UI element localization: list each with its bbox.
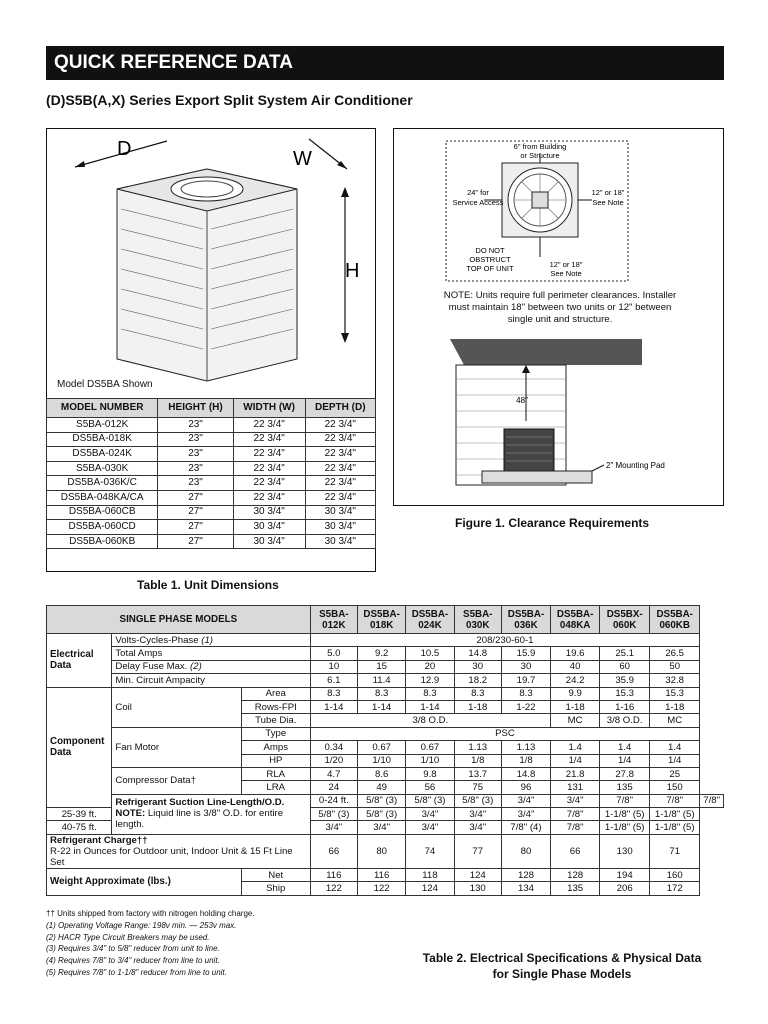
table-row — [47, 687, 724, 700]
cell: 30 3/4" — [233, 505, 305, 520]
cell: 50 — [650, 660, 700, 673]
model-col: S5BA-030K — [454, 606, 501, 634]
cell: DS5BA-060CB — [47, 505, 158, 520]
row-label: Total Amps — [112, 647, 310, 660]
row-label: Amps — [241, 741, 310, 754]
cell: 14.8 — [454, 647, 501, 660]
cell: DS5BA-024K — [47, 447, 158, 462]
cell: 3/4" — [501, 808, 550, 821]
cell: 124 — [454, 868, 501, 881]
cell: DS5BA-060KB — [47, 534, 158, 549]
center-label: DO NOT — [475, 246, 505, 255]
table-row — [47, 520, 376, 535]
cell: 7/8" — [650, 794, 700, 807]
cell: 0.67 — [406, 741, 454, 754]
cell: 9.8 — [406, 767, 454, 780]
cell: 1.4 — [650, 741, 700, 754]
fan-motor-label: Fan Motor — [112, 727, 241, 767]
cell: 3/4" — [454, 821, 501, 834]
cell: 8.3 — [406, 687, 454, 700]
cell: DS5BA-018K — [47, 432, 158, 447]
cell: 1.4 — [551, 741, 600, 754]
row-label: 40-75 ft. — [47, 821, 112, 834]
cell: MC — [650, 714, 700, 727]
cell: 74 — [406, 834, 454, 868]
cell: 116 — [358, 868, 406, 881]
cell: 30 3/4" — [233, 520, 305, 535]
model-col: DS5BA-048KA — [551, 606, 600, 634]
cell: 8.3 — [310, 687, 357, 700]
row-label: Type — [241, 727, 310, 740]
cell: 22 3/4" — [233, 447, 305, 462]
row-label: RLA — [241, 767, 310, 780]
table2-caption-line2: for Single Phase Models — [492, 967, 632, 981]
row-label: LRA — [241, 781, 310, 794]
cell: 7/8" — [600, 794, 650, 807]
cell: 3/8 O.D. — [310, 714, 550, 727]
row-label — [112, 634, 310, 647]
cell: 5/8" (3) — [358, 794, 406, 807]
cell: 118 — [406, 868, 454, 881]
table-row — [47, 674, 724, 687]
bottom-clearance-label: 12" or 18" — [549, 260, 583, 269]
footnotes — [46, 908, 255, 979]
cell: 10.5 — [406, 647, 454, 660]
table-row — [47, 505, 376, 520]
cell: 77 — [454, 834, 501, 868]
cell: 3/4" — [551, 794, 600, 807]
cell: 5/8" (3) — [358, 808, 406, 821]
cell: 1-22 — [501, 700, 550, 713]
label-w: W — [293, 148, 312, 170]
cell: 80 — [358, 834, 406, 868]
cell: 15.3 — [600, 687, 650, 700]
table-row — [47, 418, 376, 433]
cell: 172 — [650, 882, 700, 895]
cell: 3/4" — [406, 808, 454, 821]
cell: 35.9 — [600, 674, 650, 687]
cell: 27" — [158, 490, 233, 505]
cell: 1-14 — [406, 700, 454, 713]
row-label: 0-24 ft. — [310, 794, 357, 807]
cell: 0.34 — [310, 741, 357, 754]
footnote: (1) Operating Voltage Range: 198v min. — 253v max. — [46, 920, 237, 930]
cell: 96 — [501, 781, 550, 794]
cell: 3/4" — [406, 821, 454, 834]
cell: 8.3 — [501, 687, 550, 700]
unit-dimensions-table — [46, 398, 376, 549]
cell: 122 — [358, 882, 406, 895]
cell: 80 — [501, 834, 550, 868]
cell: S5BA-030K — [47, 461, 158, 476]
cell: 27.8 — [600, 767, 650, 780]
bottom-clearance-label-2: See Note — [550, 269, 582, 278]
cell: 134 — [501, 882, 550, 895]
cell: 32.8 — [650, 674, 700, 687]
cell: 1/8 — [501, 754, 550, 767]
table-row — [47, 432, 376, 447]
cell: 8.3 — [454, 687, 501, 700]
table-row — [47, 767, 724, 780]
cell: 25 — [650, 767, 700, 780]
suction-note: Liquid line is 3/8" O.D. for entire length. — [115, 807, 284, 830]
cell: 19.6 — [551, 647, 600, 660]
table-row — [47, 660, 724, 673]
cell: 7/8" — [551, 821, 600, 834]
cell: 23" — [158, 461, 233, 476]
right-clearance-label: 12" or 18" — [591, 188, 625, 197]
cell: 5/8" (3) — [310, 808, 357, 821]
cell: 3/8 O.D. — [600, 714, 650, 727]
cell: 1-1/8" (5) — [650, 808, 700, 821]
cell: 22 3/4" — [305, 418, 375, 433]
cell: 22 3/4" — [233, 476, 305, 491]
cell: 15.3 — [650, 687, 700, 700]
cell: 22 3/4" — [305, 490, 375, 505]
model-col: DS5BA-060KB — [650, 606, 700, 634]
cell: 21.8 — [551, 767, 600, 780]
model-col: DS5BA-036K — [501, 606, 550, 634]
cell: 3/4" — [454, 808, 501, 821]
top-clearance-label-2: or Structure — [520, 151, 560, 160]
cell: 8.3 — [358, 687, 406, 700]
row-label: Tube Dia. — [241, 714, 310, 727]
table-row — [47, 447, 376, 462]
cell: 160 — [650, 868, 700, 881]
cell: 23" — [158, 447, 233, 462]
cell: 27" — [158, 534, 233, 549]
cell: 1.13 — [501, 741, 550, 754]
component-group-label: Component Data — [47, 687, 112, 808]
cell: 40 — [551, 660, 600, 673]
fuse-label: Delay Fuse Max. — [115, 661, 188, 673]
cell: 1/10 — [406, 754, 454, 767]
cell: DS5BA-048KA/CA — [47, 490, 158, 505]
cell: 27" — [158, 520, 233, 535]
cell: DS5BA-036K/C — [47, 476, 158, 491]
note-ref: (2) — [190, 661, 202, 673]
row-label: Rows-FPI — [241, 700, 310, 713]
cell: 22 3/4" — [233, 418, 305, 433]
cell: 66 — [551, 834, 600, 868]
cell: 13.7 — [454, 767, 501, 780]
cell: 22 3/4" — [305, 432, 375, 447]
cell: 30 — [501, 660, 550, 673]
label-h: H — [345, 260, 360, 282]
cell: 1/8 — [454, 754, 501, 767]
cell: 26.5 — [650, 647, 700, 660]
page-banner: QUICK REFERENCE DATA — [46, 46, 724, 80]
left-clearance-label-2: Service Access — [452, 198, 504, 207]
cell: 1.4 — [600, 741, 650, 754]
cell: 60 — [600, 660, 650, 673]
cell: 22 3/4" — [233, 432, 305, 447]
weight-label: Weight Approximate (lbs.) — [47, 868, 242, 895]
coil-label: Coil — [112, 687, 241, 727]
cell: 3/4" — [358, 821, 406, 834]
cell: 135 — [600, 781, 650, 794]
cell: 122 — [310, 882, 357, 895]
cell: 130 — [454, 882, 501, 895]
cell: 3/4" — [310, 821, 357, 834]
cell: 22 3/4" — [305, 447, 375, 462]
cell: 1-1/8" (5) — [600, 821, 650, 834]
charge-subtitle: R-22 in Ounces for Outdoor unit, Indoor Unit & 15 Ft Line Set — [50, 845, 293, 868]
single-phase-header: SINGLE PHASE MODELS — [47, 606, 311, 634]
row-label: Area — [241, 687, 310, 700]
electrical-group-label: Electrical Data — [47, 634, 112, 688]
cell: 6.1 — [310, 674, 357, 687]
row-label: Net — [241, 868, 310, 881]
mounting-pad-label: 2" Mounting Pad — [606, 461, 665, 470]
cell: 1.13 — [454, 741, 501, 754]
condenser-unit-illustration — [47, 129, 374, 399]
cell: 1-14 — [358, 700, 406, 713]
cell: S5BA-012K — [47, 418, 158, 433]
compressor-label: Compressor Data† — [112, 767, 241, 794]
cell: 24.2 — [551, 674, 600, 687]
model-col: DS5BX-060K — [600, 606, 650, 634]
cell: 1-14 — [310, 700, 357, 713]
suction-title: Refrigerant Suction Line-Length/O.D. — [115, 796, 285, 808]
cell: 194 — [600, 868, 650, 881]
cell: MC — [551, 714, 600, 727]
cell: 23" — [158, 418, 233, 433]
table2-caption-line1: Table 2. Electrical Specifications & Physical Data — [422, 951, 702, 965]
cell: 5/8" (3) — [406, 794, 454, 807]
cell: 56 — [406, 781, 454, 794]
cell: 4.7 — [310, 767, 357, 780]
page-subtitle: (D)S5B(A,X) Series Export Split System Air Conditioner — [46, 92, 413, 108]
cell: 30 — [454, 660, 501, 673]
footnote: (2) HACR Type Circuit Breakers may be used. — [46, 932, 210, 942]
cell: 1/4 — [650, 754, 700, 767]
table-row — [47, 490, 376, 505]
cell: 7/8" (4) — [501, 821, 550, 834]
cell: 12.9 — [406, 674, 454, 687]
cell: 9.9 — [551, 687, 600, 700]
cell: 30 3/4" — [305, 534, 375, 549]
header-depth: DEPTH (D) — [305, 399, 375, 418]
cell: 5.0 — [310, 647, 357, 660]
cell: 71 — [650, 834, 700, 868]
suction-note-bold: NOTE: — [115, 807, 146, 819]
center-label-3: TOP OF UNIT — [466, 264, 514, 273]
cell: 131 — [551, 781, 600, 794]
cell: 206 — [600, 882, 650, 895]
cell: 75 — [454, 781, 501, 794]
table-row — [47, 834, 724, 868]
model-col: DS5BA-018K — [358, 606, 406, 634]
table1-caption: Table 1. Unit Dimensions — [137, 578, 279, 592]
table-row — [47, 868, 724, 881]
cell: 128 — [551, 868, 600, 881]
table-row — [47, 727, 724, 740]
cell: 24 — [310, 781, 357, 794]
center-label-2: OBSTRUCT — [469, 255, 511, 264]
footnote: †† Units shipped from factory with nitrogen holding charge. — [46, 909, 255, 918]
model-col: S5BA-012K — [310, 606, 357, 634]
cell: 27" — [158, 505, 233, 520]
cell: 30 3/4" — [305, 520, 375, 535]
clearance-note: NOTE: Units require full perimeter clearances. Installer must maintain 18" between two units or 12" between single unit and structure. — [443, 290, 677, 325]
voltage-label: Volts-Cycles-Phase — [115, 634, 199, 646]
cell: PSC — [310, 727, 700, 740]
header-height: HEIGHT (H) — [158, 399, 233, 418]
cell: 3/4" — [501, 794, 550, 807]
cell: 1-1/8" (5) — [650, 821, 700, 834]
electrical-specs-table — [46, 605, 724, 896]
top-clearance-label: 6" from Building — [513, 142, 567, 151]
cell: 14.8 — [501, 767, 550, 780]
footnote: (3) Requires 3/4" to 5/8" reducer from unit to line. — [46, 944, 220, 954]
table-row — [47, 476, 376, 491]
cell: 22 3/4" — [305, 461, 375, 476]
cell: DS5BA-060CD — [47, 520, 158, 535]
figure1-caption: Figure 1. Clearance Requirements — [455, 516, 650, 530]
cell: 0.67 — [358, 741, 406, 754]
row-label — [112, 660, 310, 673]
note-ref: (1) — [201, 634, 213, 646]
cell: 1/4 — [600, 754, 650, 767]
cell: 30 3/4" — [233, 534, 305, 549]
cell: 1-1/8" (5) — [600, 808, 650, 821]
cell: 49 — [358, 781, 406, 794]
cell: 1-18 — [551, 700, 600, 713]
cell: 15.9 — [501, 647, 550, 660]
suction-line-label — [112, 794, 310, 834]
row-label: HP — [241, 754, 310, 767]
cell: 1/10 — [358, 754, 406, 767]
cell: 20 — [406, 660, 454, 673]
footnote: (5) Requires 7/8" to 1-1/8" reducer from line to unit. — [46, 967, 227, 977]
cell: 7/8" — [700, 794, 724, 807]
row-label: 25-39 ft. — [47, 808, 112, 821]
header-model: MODEL NUMBER — [47, 399, 158, 418]
cell: 25.1 — [600, 647, 650, 660]
cell: 19.7 — [501, 674, 550, 687]
table-row — [47, 534, 376, 549]
header-width: WIDTH (W) — [233, 399, 305, 418]
cell: 8.6 — [358, 767, 406, 780]
label-d: D — [117, 138, 132, 160]
cell: 135 — [551, 882, 600, 895]
cell: 1/20 — [310, 754, 357, 767]
cell: 7/8" — [551, 808, 600, 821]
cell: 1/4 — [551, 754, 600, 767]
row-label: Ship — [241, 882, 310, 895]
cell: 23" — [158, 432, 233, 447]
cell: 22 3/4" — [233, 461, 305, 476]
cell: 5/8" (3) — [454, 794, 501, 807]
table-row — [47, 647, 724, 660]
cell: 130 — [600, 834, 650, 868]
charge-label — [47, 834, 311, 868]
cell: 18.2 — [454, 674, 501, 687]
cell: 1-18 — [650, 700, 700, 713]
table-row — [47, 794, 724, 807]
table2-caption — [412, 950, 712, 982]
voltage-value: 208/230-60-1 — [310, 634, 700, 647]
cell: 1-18 — [454, 700, 501, 713]
table-row — [47, 461, 376, 476]
cell: 15 — [358, 660, 406, 673]
cell: 10 — [310, 660, 357, 673]
cell: 22 3/4" — [233, 490, 305, 505]
left-clearance-label: 24" for — [467, 188, 489, 197]
cell: 11.4 — [358, 674, 406, 687]
footnote: (4) Requires 7/8" to 3/4" reducer from line to unit. — [46, 956, 220, 966]
model-col: DS5BA-024K — [406, 606, 454, 634]
cell: 150 — [650, 781, 700, 794]
cell: 9.2 — [358, 647, 406, 660]
cell: 22 3/4" — [305, 476, 375, 491]
cell: 23" — [158, 476, 233, 491]
cell: 30 3/4" — [305, 505, 375, 520]
model-caption: Model DS5BA Shown — [57, 379, 153, 390]
charge-title: Refrigerant Charge†† — [50, 834, 148, 846]
height-clearance-label: 48" — [516, 396, 528, 405]
cell: 1-16 — [600, 700, 650, 713]
cell: 128 — [501, 868, 550, 881]
row-label: Min. Circuit Ampacity — [112, 674, 310, 687]
right-clearance-label-2: See Note — [592, 198, 624, 207]
cell: 124 — [406, 882, 454, 895]
cell: 66 — [310, 834, 357, 868]
cell: 116 — [310, 868, 357, 881]
